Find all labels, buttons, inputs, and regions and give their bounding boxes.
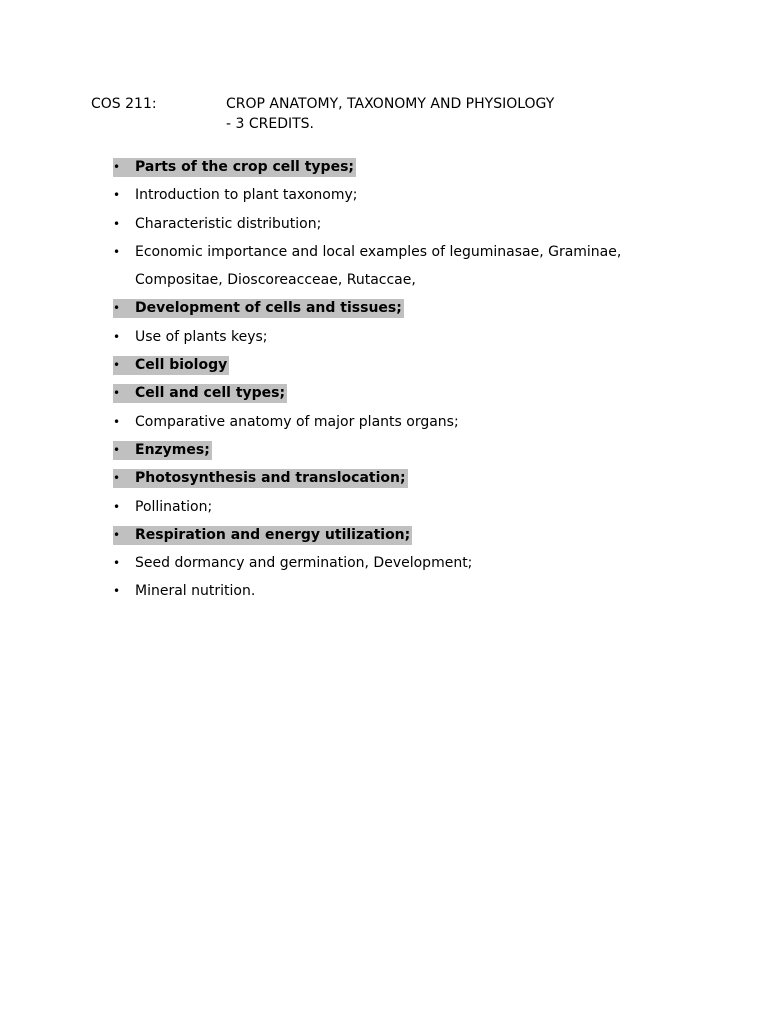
topic-item <box>113 493 713 521</box>
bullet-icon: • <box>113 301 121 316</box>
topic-text: Use of plants keys; <box>135 328 268 345</box>
bullet-icon: • <box>113 244 121 259</box>
topic-text: Seed dormancy and germination, Development; <box>135 555 473 572</box>
topic-item <box>113 577 713 605</box>
topic-item <box>113 323 713 351</box>
bullet-icon: • <box>113 188 121 203</box>
topic-text: Introduction to plant taxonomy; <box>135 187 358 204</box>
topic-text: Economic importance and local examples of leguminasae, Graminae, <box>135 243 622 260</box>
topic-text: Parts of the crop cell types; <box>135 159 354 175</box>
course-credits: - 3 CREDITS. <box>226 116 315 132</box>
topic-item <box>113 379 713 407</box>
bullet-icon: • <box>113 556 121 571</box>
bullet-icon: • <box>113 216 121 231</box>
topic-text: Comparative anatomy of major plants organs; <box>135 413 459 430</box>
topic-item <box>113 549 713 577</box>
topic-list <box>113 153 713 606</box>
topic-item <box>113 238 713 295</box>
course-code: COS 211: <box>91 96 157 112</box>
topic-item <box>113 181 713 209</box>
topic-item <box>113 351 713 379</box>
bullet-icon: • <box>113 499 121 514</box>
course-title: CROP ANATOMY, TAXONOMY AND PHYSIOLOGY <box>226 96 555 112</box>
bullet-icon: • <box>113 160 121 174</box>
topic-item <box>113 408 713 436</box>
topic-text: Enzymes; <box>135 441 210 458</box>
topic-text: Cell biology <box>135 357 228 374</box>
topic-item <box>113 521 713 549</box>
topic-text: Pollination; <box>135 498 213 515</box>
topic-text: Cell and cell types; <box>135 385 286 402</box>
topic-item <box>113 464 713 492</box>
bullet-icon: • <box>113 471 121 486</box>
bullet-icon: • <box>113 414 121 429</box>
bullet-icon: • <box>113 442 121 457</box>
topic-text: Mineral nutrition. <box>135 583 256 600</box>
bullet-icon: • <box>113 329 121 344</box>
topic-text: Characteristic distribution; <box>135 215 322 232</box>
topic-item <box>113 294 713 322</box>
topic-text: Development of cells and tissues; <box>135 300 402 317</box>
topic-item <box>113 153 713 181</box>
topic-item <box>113 436 713 464</box>
bullet-icon: • <box>113 527 121 542</box>
bullet-icon: • <box>113 386 121 401</box>
bullet-icon: • <box>113 584 121 599</box>
topic-text: Respiration and energy utilization; <box>135 526 411 543</box>
topic-item <box>113 210 713 238</box>
topic-text-continuation: Compositae, Dioscoreacceae, Rutaccae, <box>135 272 416 289</box>
bullet-icon: • <box>113 358 121 373</box>
topic-text: Photosynthesis and translocation; <box>135 470 406 487</box>
